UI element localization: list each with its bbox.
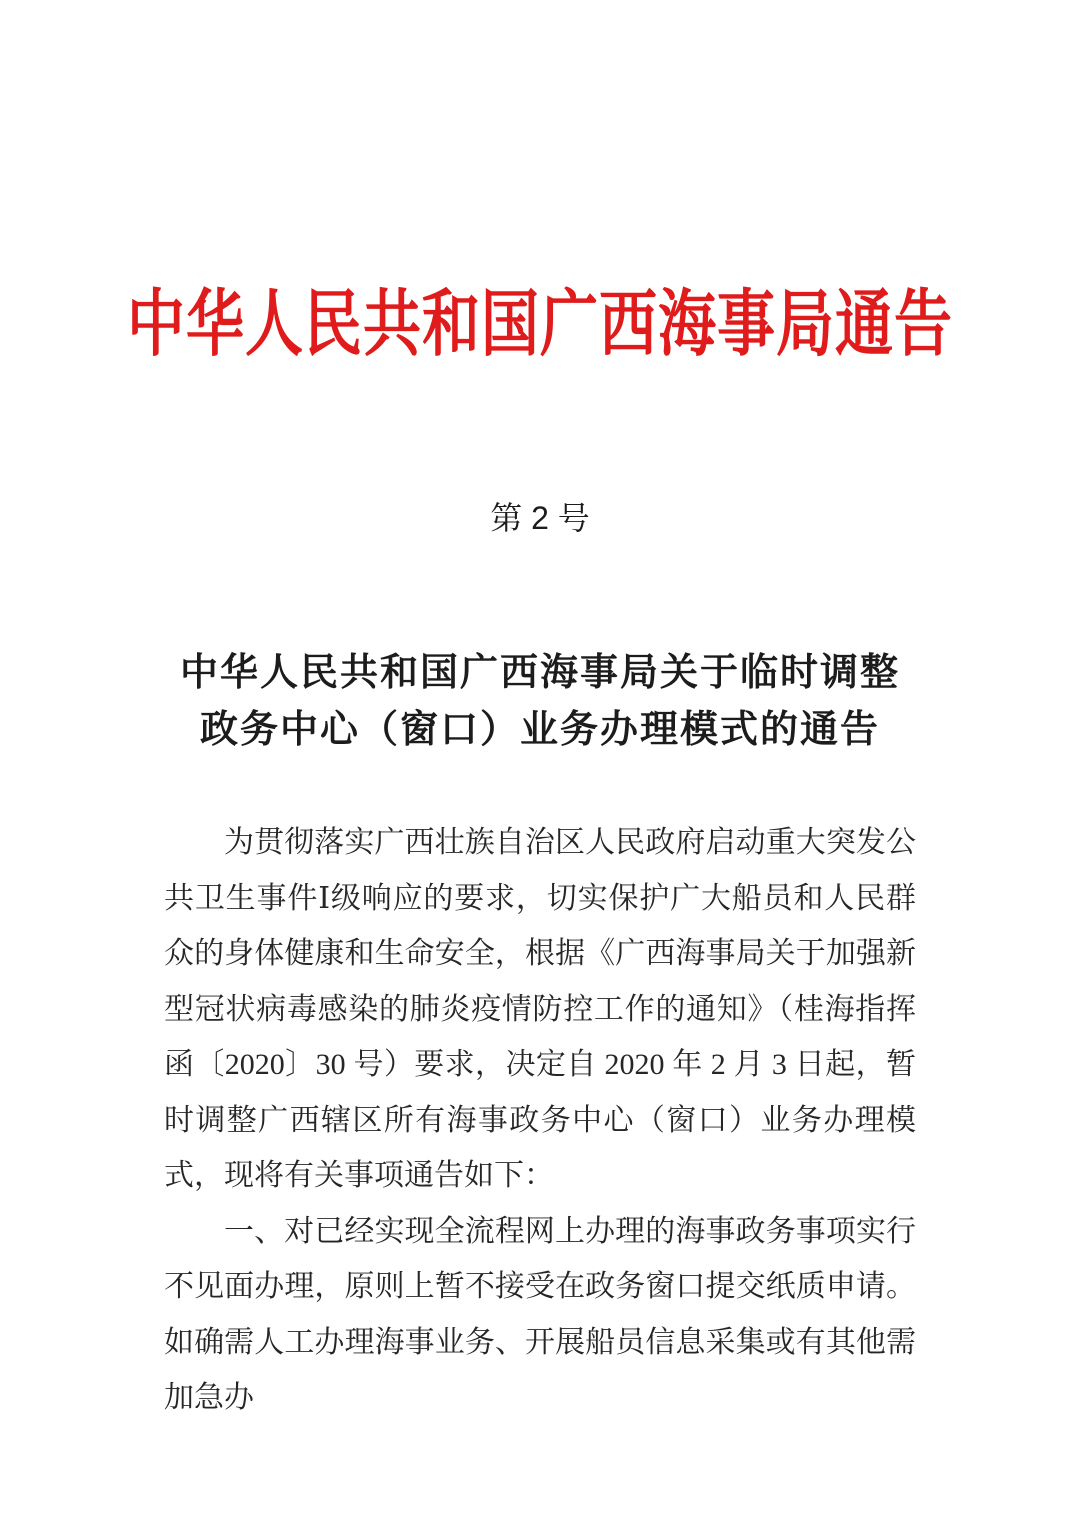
- notice-title: [0, 645, 1080, 759]
- paragraph-item-1: 一、对已经实现全流程网上办理的海事政务事项实行不见面办理，原则上暂不接受在政务窗口提交纸质申请。如确需人工办理海事业务、开展船员信息采集或有其他需加急办: [164, 1214, 916, 1414]
- paragraph-preamble: 为贯彻落实广西壮族自治区人民政府启动重大突发公共卫生事件Ⅰ级响应的要求，切实保护广大船员和人民群众的身体健康和生命安全，根据《广西海事局关于加强新型冠状病毒感染的肺炎疫情防控工作的通知》（桂海指挥函〔2020〕30 号）要求，决定自 2020 年 2 月 3 日起，暂时调整广西辖区所有海事政务中心（窗口）业务办理模式，现将有关事项通告如下：: [164, 826, 916, 1192]
- notice-title-line-1: 中华人民共和国广西海事局关于临时调整: [179, 652, 900, 694]
- document-masthead: 中华人民共和国广西海事局通告: [126, 283, 953, 365]
- notice-title-line-2: 政务中心（窗口）业务办理模式的通告: [199, 709, 880, 751]
- issue-number: 第 2 号: [490, 500, 590, 536]
- notice-body: [164, 815, 916, 1426]
